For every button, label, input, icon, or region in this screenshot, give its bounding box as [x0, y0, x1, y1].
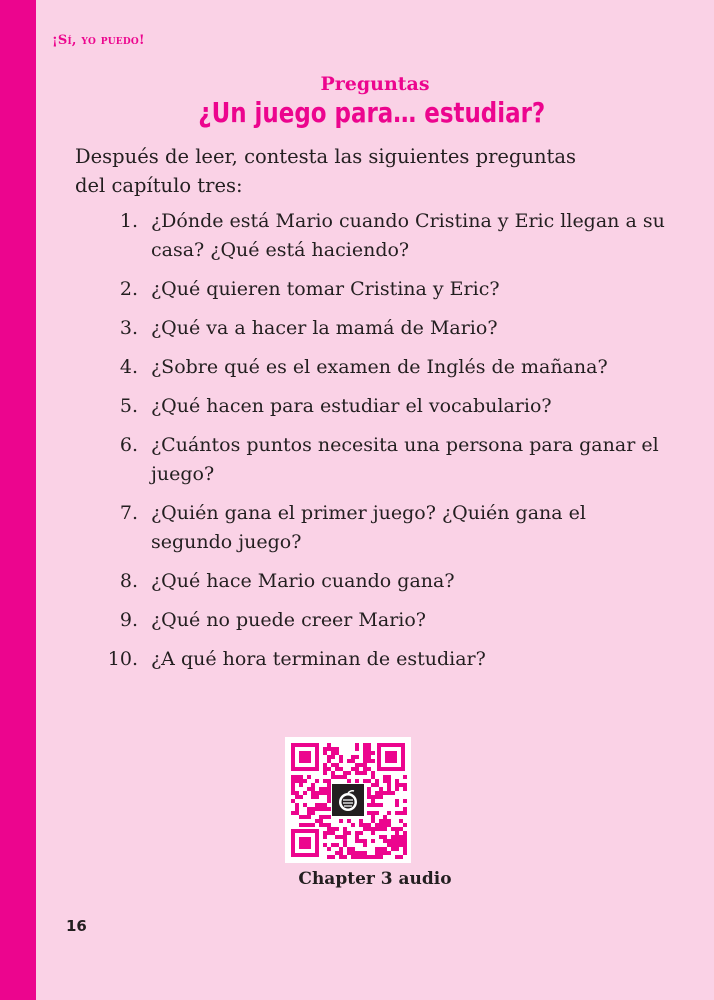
question-text: ¿A qué hora terminan de estudiar? [151, 648, 486, 670]
question-text: ¿Dónde está Mario cuando Cristina y Eric llegan a su casa? ¿Qué está haciendo? [151, 210, 665, 261]
question-text: ¿Sobre qué es el examen de Inglés de mañana? [151, 356, 608, 378]
running-head: ¡Sí, yo puedo! [52, 33, 145, 48]
question-number: 3. [119, 317, 138, 339]
section-kicker: Preguntas [320, 73, 430, 95]
question-text: ¿Qué hacen para estudiar el vocabulario? [151, 395, 552, 417]
question-item [75, 314, 665, 343]
question-item [75, 499, 665, 557]
question-text: ¿Cuántos puntos necesita una persona para ganar el juego? [151, 434, 659, 485]
question-text: ¿Qué no puede creer Mario? [151, 609, 426, 631]
question-item [75, 392, 665, 421]
question-number: 2. [119, 278, 138, 300]
question-number: 4. [119, 356, 138, 378]
question-item [75, 645, 665, 674]
question-item [75, 431, 665, 489]
page-number: 16 [66, 917, 87, 935]
question-text: ¿Qué quieren tomar Cristina y Eric? [151, 278, 500, 300]
question-item [75, 606, 665, 635]
question-number: 8. [119, 570, 138, 592]
question-text: ¿Quién gana el primer juego? ¿Quién gana el segundo juego? [151, 502, 586, 553]
question-number: 9. [119, 609, 138, 631]
page-title: ¿Un juego para… estudiar? [198, 96, 546, 129]
question-number: 7. [119, 502, 138, 524]
qr-caption: Chapter 3 audio [298, 869, 452, 889]
question-item [75, 275, 665, 304]
question-number: 5. [119, 395, 138, 417]
question-item [75, 207, 665, 265]
qr-code[interactable] [285, 737, 411, 863]
question-text: ¿Qué va a hacer la mamá de Mario? [151, 317, 498, 339]
apple-logo-icon [332, 784, 364, 816]
question-number: 6. [119, 434, 138, 456]
question-number: 1. [119, 210, 138, 232]
question-number: 10. [107, 648, 138, 670]
question-item [75, 353, 665, 382]
question-item [75, 567, 665, 596]
intro-paragraph: Después de leer, contesta las siguientes preguntas del capítulo tres: [75, 145, 577, 197]
qr-code-graphic [285, 737, 411, 863]
question-list [75, 207, 665, 684]
left-margin-bar [0, 0, 36, 1000]
question-text: ¿Qué hace Mario cuando gana? [151, 570, 455, 592]
